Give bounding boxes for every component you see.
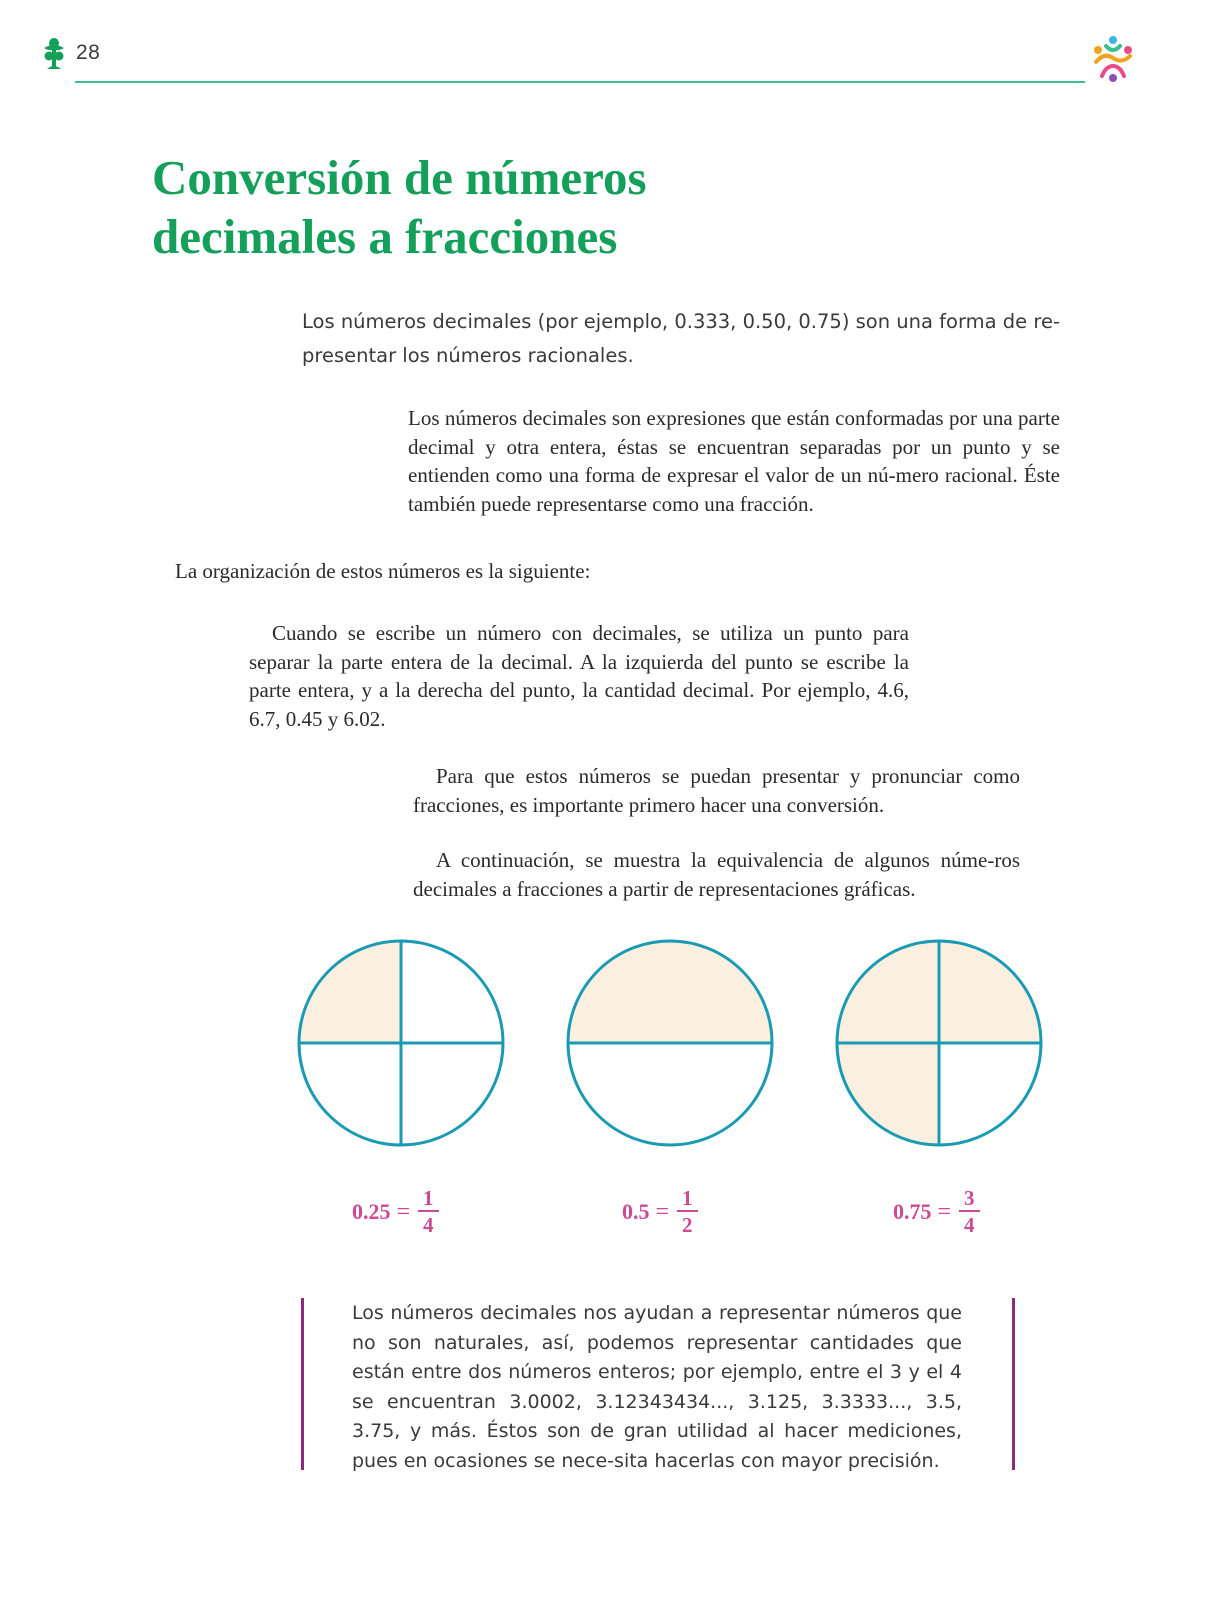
fraction-circles xyxy=(290,935,1070,1165)
fraction xyxy=(959,1186,980,1238)
circle-quarter xyxy=(299,941,503,1145)
note-right-bar xyxy=(1012,1298,1015,1470)
dancing-figures-logo xyxy=(1086,32,1140,86)
fraction xyxy=(677,1186,698,1238)
page-number: 28 xyxy=(76,41,101,64)
circle-half xyxy=(568,941,772,1145)
equals-sign: = xyxy=(396,1198,411,1225)
numerator: 1 xyxy=(418,1186,439,1212)
denominator: 4 xyxy=(423,1213,434,1237)
denominator: 4 xyxy=(964,1213,975,1237)
title-line-1: Conversión de números xyxy=(152,150,647,205)
circle-three-quarters xyxy=(837,941,1041,1145)
organization-paragraph: La organización de estos números es la siguiente: xyxy=(175,559,591,583)
denominator: 2 xyxy=(682,1213,693,1237)
fraction xyxy=(418,1186,439,1238)
decimal-value: 0.5 xyxy=(622,1199,650,1224)
decimal-value: 0.25 xyxy=(352,1199,391,1224)
numerator: 1 xyxy=(677,1186,698,1212)
definition-paragraph: Los números decimales son expresiones que están conformadas por una parte decimal y otra entera, éstas se encuentran separadas por un punto y se entienden como una forma de expresar el valor de un nú-mero racional. Éste también puede representarse como una fracción. xyxy=(408,406,1060,516)
header-rule xyxy=(75,81,1085,83)
equation-half xyxy=(622,1182,698,1242)
intro-paragraph: Los números decimales (por ejemplo, 0.333, 0.50, 0.75) son una forma de re-presentar los números racionales. xyxy=(302,310,1060,367)
note-paragraph: Los números decimales nos ayudan a representar números que no son naturales, así, podemos representar cantidades que están entre dos números enteros; por ejemplo, entre el 3 y el 4 se encuentran 3.0002, 3.12343434..., 3.125, 3.3333..., 3.5, 3.75, y más. Éstos son de gran utilidad al hacer mediciones, pues en ocasiones se nece-sita hacerlas con mayor precisión. xyxy=(352,1302,962,1472)
title-line-2: decimales a fracciones xyxy=(152,209,618,264)
tree-figure-icon xyxy=(41,37,67,71)
continuation-paragraph: A continuación, se muestra la equivalencia de algunos núme-ros decimales a fracciones a partir de representaciones gráficas. xyxy=(413,848,1020,901)
numerator: 3 xyxy=(959,1186,980,1212)
page-title xyxy=(152,148,852,266)
equation-quarter xyxy=(352,1182,439,1242)
note-left-bar xyxy=(301,1298,304,1470)
equals-sign: = xyxy=(937,1198,952,1225)
decimal-point-paragraph: Cuando se escribe un número con decimales, se utiliza un punto para separar la parte entera de la decimal. A la izquierda del punto se escribe la parte entera, y a la derecha del punto, la cantidad decimal. Por ejemplo, 4.6, 6.7, 0.45 y 6.02. xyxy=(249,621,909,731)
equals-sign: = xyxy=(655,1198,670,1225)
decimal-value: 0.75 xyxy=(893,1199,932,1224)
conversion-paragraph: Para que estos números se puedan presentar y pronunciar como fracciones, es importante primero hacer una conversión. xyxy=(413,764,1020,817)
equation-three-quarters xyxy=(893,1182,980,1242)
